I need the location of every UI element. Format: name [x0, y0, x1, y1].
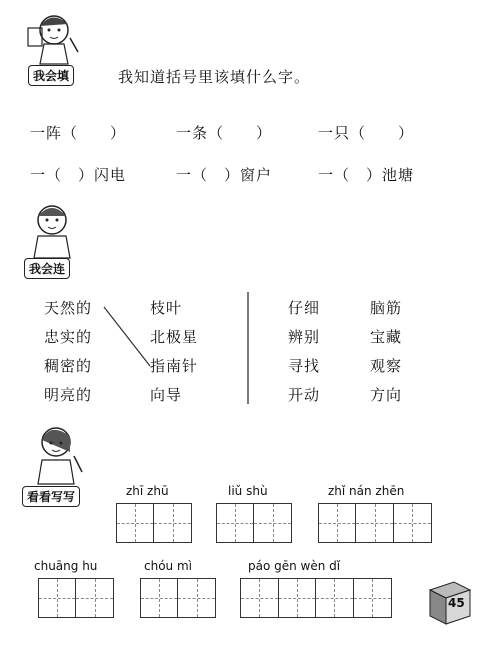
writing-grid-3[interactable] — [318, 503, 432, 543]
writing-grid-2[interactable] — [216, 503, 292, 543]
connect-left-4: 明亮的 — [44, 386, 93, 404]
pinyin-chuanghu: chuāng hu — [34, 559, 98, 573]
page-number: 45 — [448, 596, 465, 610]
connect-left-3: 稠密的 — [44, 357, 93, 375]
section-label-connect: 我会连 — [24, 258, 70, 279]
fill-item-3: 一只（ ） — [318, 124, 415, 142]
connect-left-2: 忠实的 — [44, 328, 93, 346]
pinyin-paogenwendi: páo gēn wèn dǐ — [248, 559, 341, 573]
section-label-fill: 我会填 — [28, 65, 74, 86]
pinyin-zhizhu: zhī zhū — [126, 484, 169, 498]
pinyin-liushu: liǔ shù — [228, 484, 268, 498]
connect-left-1: 天然的 — [44, 299, 93, 317]
writing-grid-5[interactable] — [140, 578, 216, 618]
pinyin-zhinanzhen: zhǐ nán zhēn — [328, 484, 405, 498]
connect-right1-4: 开动 — [288, 386, 321, 404]
fill-item-4: 一（ ）闪电 — [30, 166, 127, 184]
connect-mid-4: 向导 — [150, 386, 183, 404]
writing-grid-1[interactable] — [116, 503, 192, 543]
connect-right1-3: 寻找 — [288, 357, 321, 375]
fill-item-2: 一条（ ） — [176, 124, 273, 142]
connect-mid-2: 北极星 — [150, 328, 199, 346]
connect-right2-2: 宝藏 — [370, 328, 403, 346]
pinyin-choumi: chóu mì — [144, 559, 192, 573]
writing-grid-6[interactable] — [240, 578, 392, 618]
connect-right2-4: 方向 — [370, 386, 403, 404]
connect-right1-1: 仔细 — [288, 299, 321, 317]
connect-mid-3: 指南针 — [150, 357, 199, 375]
fill-item-5: 一（ ）窗户 — [176, 166, 273, 184]
connect-mid-1: 枝叶 — [150, 299, 183, 317]
fill-instruction: 我知道括号里该填什么字。 — [118, 68, 311, 86]
girl-pen-illustration — [30, 422, 86, 486]
connect-right1-2: 辨别 — [288, 328, 321, 346]
section-label-look-write: 看看写写 — [22, 486, 80, 507]
connect-right2-3: 观察 — [370, 357, 403, 375]
fill-item-1: 一阵（ ） — [30, 124, 127, 142]
writing-grid-4[interactable] — [38, 578, 114, 618]
connect-right2-1: 脑筋 — [370, 299, 403, 317]
fill-item-6: 一（ ）池塘 — [318, 166, 415, 184]
